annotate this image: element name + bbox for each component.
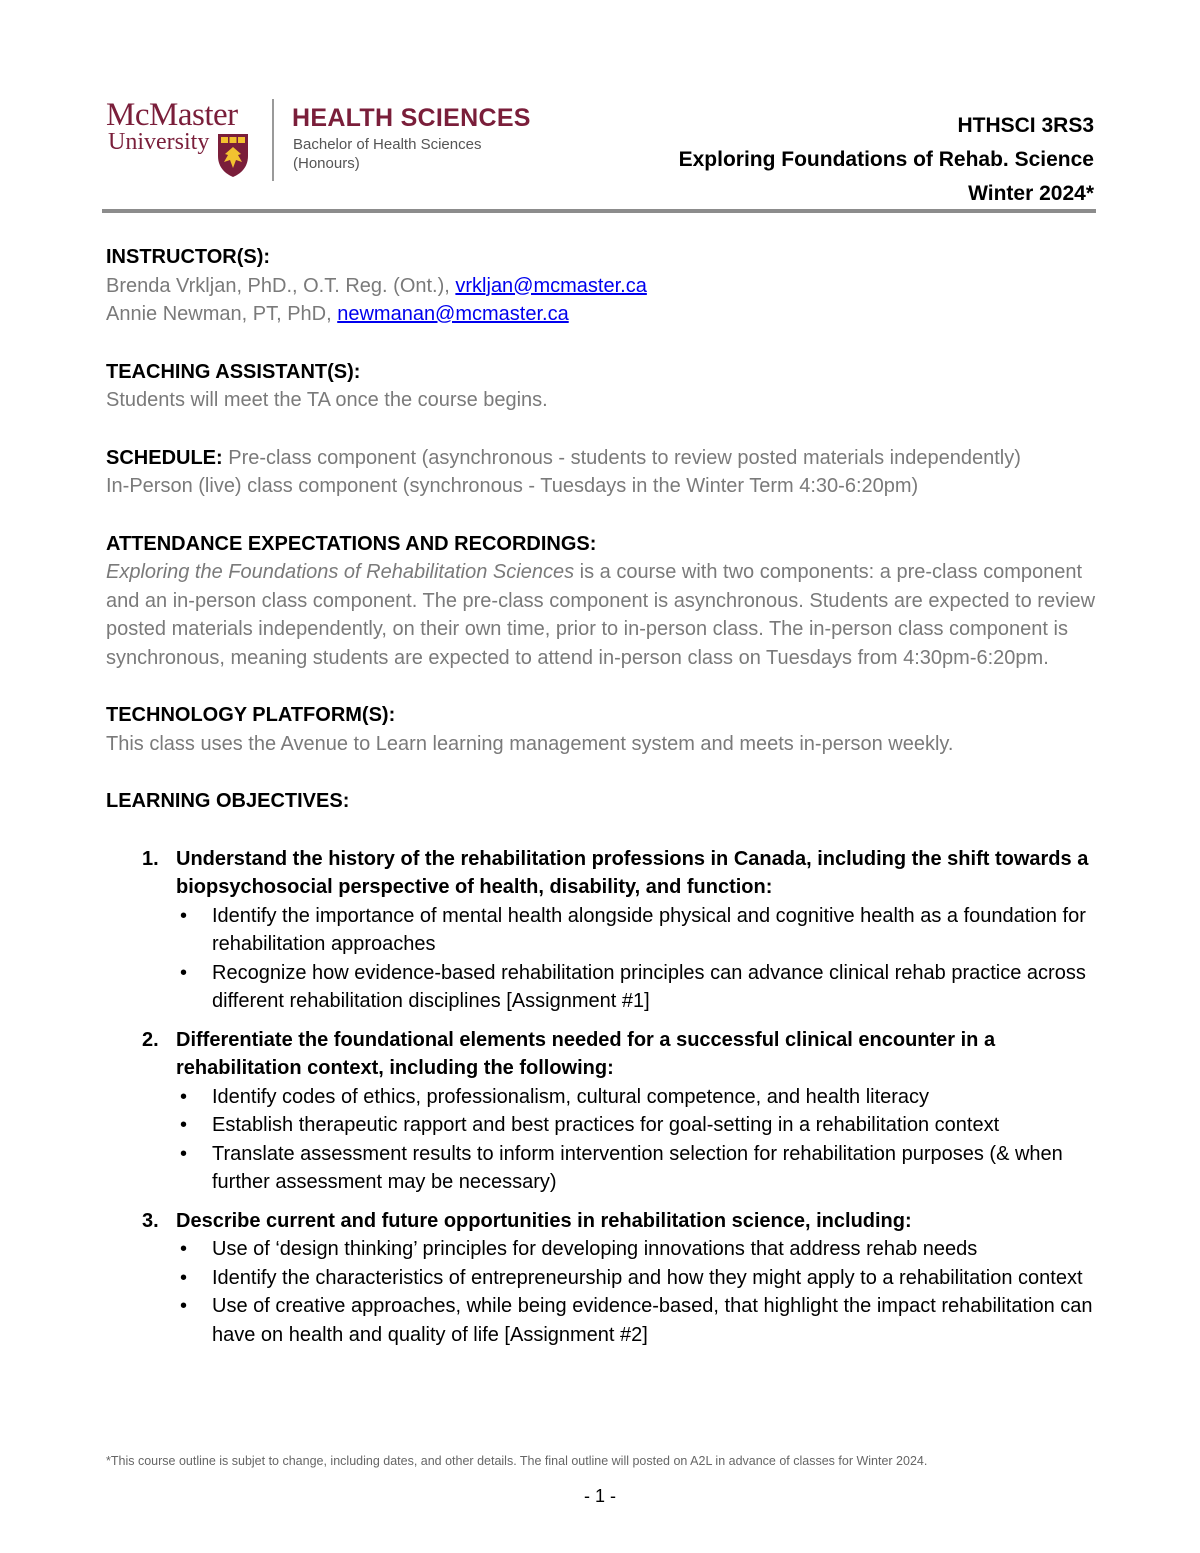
schedule-section: [106, 444, 1096, 501]
subpoint-item: [176, 1264, 1096, 1293]
objective-text: Describe current and future opportunities in rehabilitation science, including:: [176, 1209, 912, 1232]
subpoint-text: Recognize how evidence-based rehabilitation principles can advance clinical rehab practice across different rehabilitation disciplines [Assignment #1]: [212, 961, 1086, 1012]
instructors-section: [106, 243, 1096, 329]
objective-subpoints: [176, 1083, 1096, 1197]
logo-program-line1: Bachelor of Health Sciences: [293, 136, 482, 153]
objective-text: Differentiate the foundational elements needed for a successful clinical encounter in a rehabilitation context, including the following:: [176, 1028, 996, 1079]
schedule-text-1: Pre-class component (asynchronous - students to review posted materials independently): [222, 446, 1021, 469]
logo-university-text: University: [108, 129, 210, 155]
instructor-name: Annie Newman, PT, PhD,: [106, 303, 338, 325]
objective-text: Understand the history of the rehabilitation professions in Canada, including the shift towards a biopsychosocial perspective of health, disability, and function:: [176, 847, 1089, 898]
logo-divider: [272, 99, 274, 181]
course-code: HTHSCI 3RS3: [957, 114, 1094, 137]
mcmaster-crest-icon: [216, 132, 250, 178]
ta-text: Students will meet the TA once the course begins.: [106, 389, 548, 411]
subpoint-item: [176, 1292, 1096, 1349]
objective-subpoints: [176, 1235, 1096, 1349]
instructor-row: [106, 272, 1096, 301]
technology-heading: TECHNOLOGY PLATFORM(S):: [106, 704, 396, 726]
instructor-row: [106, 300, 1096, 329]
outline-content: [106, 243, 1096, 1359]
schedule-line1: [106, 444, 1096, 473]
objective-number: 1.: [142, 847, 159, 870]
attendance-heading: ATTENDANCE EXPECTATIONS AND RECORDINGS:: [106, 532, 597, 555]
logo-program-name: [293, 135, 481, 173]
footnote: *This course outline is subjet to change, including dates, and other details. The final outline will posted on A2L in advance of classes for Winter 2024.: [106, 1454, 928, 1468]
objective-item: [106, 1207, 1096, 1350]
bullet-icon: •: [180, 1142, 188, 1165]
bullet-icon: •: [180, 961, 188, 984]
subpoint-item: [176, 1111, 1096, 1140]
attendance-section: [106, 530, 1096, 673]
objective-item: [106, 1026, 1096, 1197]
subpoint-text: Use of ‘design thinking’ principles for developing innovations that address rehab needs: [212, 1238, 978, 1260]
objective-number: 2.: [142, 1028, 159, 1051]
subpoint-text: Establish therapeutic rapport and best practices for goal-setting in a rehabilitation context: [212, 1114, 1000, 1136]
objective-number: 3.: [142, 1209, 159, 1232]
technology-section: [106, 701, 1096, 758]
objectives-list: [106, 845, 1096, 1350]
course-title: Exploring Foundations of Rehab. Science: [678, 148, 1094, 171]
ta-section: [106, 358, 1096, 415]
course-header: [679, 109, 1094, 211]
attendance-body: is a course with two components: a pre-class component and an in-person class component. The pre-class component is asynchronous. Students are expected to review posted materials independently, on their own time, prior to in-person class. The in-person class component is synchronous, meaning students are expected to attend in-person class on Tuesdays from 4:30pm-6:20pm.: [106, 561, 1096, 669]
instructor-email-link[interactable]: newmanan@mcmaster.ca: [337, 303, 569, 325]
subpoint-text: Identify the characteristics of entrepreneurship and how they might apply to a rehabilitation context: [212, 1266, 1083, 1289]
schedule-text-2: In-Person (live) class component (synchronous - Tuesdays in the Winter Term 4:30-6:20pm): [106, 475, 919, 497]
bullet-icon: •: [180, 1085, 188, 1108]
mcmaster-health-sciences-logo: [106, 97, 531, 183]
ta-heading: TEACHING ASSISTANT(S):: [106, 360, 361, 383]
header-divider: [102, 209, 1096, 213]
page-number: - 1 -: [583, 1486, 616, 1506]
schedule-heading: SCHEDULE:: [106, 446, 223, 469]
subpoint-text: Identify codes of ethics, professionalism, cultural competence, and health literacy: [212, 1085, 930, 1108]
bullet-icon: •: [180, 1295, 188, 1317]
bullet-icon: •: [180, 1238, 188, 1260]
objectives-heading: LEARNING OBJECTIVES:: [106, 790, 350, 812]
course-term: Winter 2024*: [968, 182, 1094, 205]
course-full-name: Exploring the Foundations of Rehabilitation Sciences: [106, 561, 575, 583]
subpoint-text: Use of creative approaches, while being evidence-based, that highlight the impact rehabilitation can have on health and quality of life [Assignment #2]: [212, 1295, 1093, 1346]
subpoint-item: [176, 1140, 1096, 1197]
logo-mcmaster-text: McMaster: [106, 97, 238, 133]
instructor-email-link[interactable]: vrkljan@mcmaster.ca: [455, 274, 647, 297]
objective-subpoints: [176, 902, 1096, 1016]
instructor-name: Brenda Vrkljan, PhD., O.T. Reg. (Ont.),: [106, 274, 456, 297]
subpoint-text: Translate assessment results to inform intervention selection for rehabilitation purposes (& when further assessment may be necessary): [212, 1142, 1063, 1193]
subpoint-item: [176, 1083, 1096, 1112]
objectives-section: [106, 787, 1096, 1349]
subpoint-item: [176, 902, 1096, 959]
subpoint-item: [176, 1235, 1096, 1264]
subpoint-item: [176, 959, 1096, 1016]
technology-text: This class uses the Avenue to Learn learning management system and meets in-person weekly.: [106, 732, 954, 755]
bullet-icon: •: [180, 904, 188, 927]
objective-item: [106, 845, 1096, 1016]
bullet-icon: •: [180, 1114, 188, 1136]
subpoint-text: Identify the importance of mental health alongside physical and cognitive health as a foundation for rehabilitation approaches: [212, 904, 1086, 955]
attendance-text: [106, 558, 1096, 672]
instructors-heading: INSTRUCTOR(S):: [106, 246, 271, 268]
logo-program-line2: (Honours): [293, 155, 360, 172]
bullet-icon: •: [180, 1266, 188, 1289]
logo-faculty-title: HEALTH SCIENCES: [292, 104, 531, 132]
